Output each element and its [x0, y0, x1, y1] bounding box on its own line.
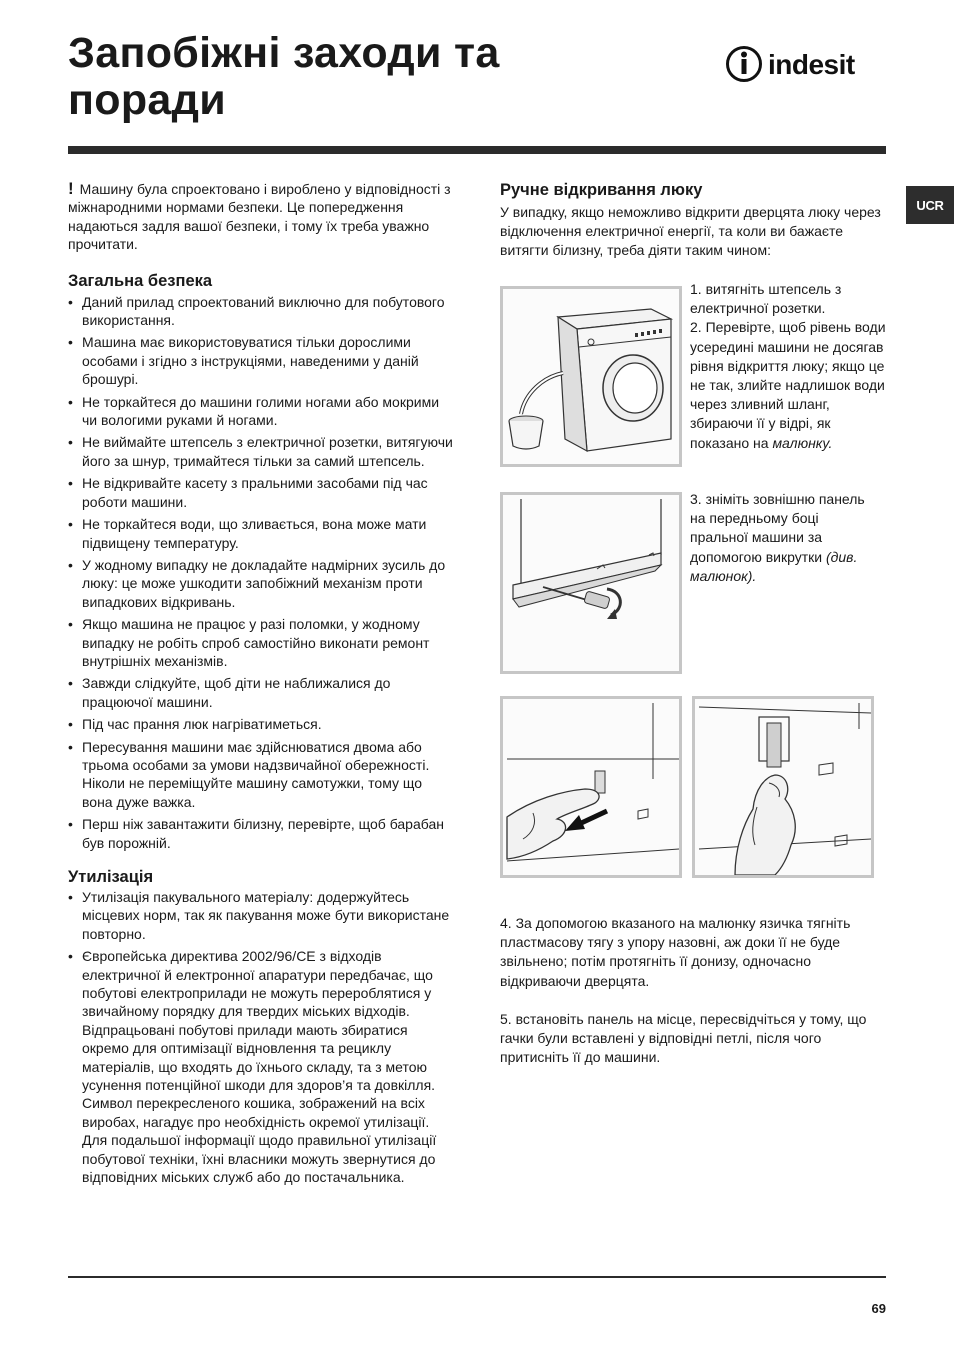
left-column: [68, 180, 454, 1191]
list-item: • Не торкайтеся до машини голими ногами або мокрими чи вологими руками й ногами.: [68, 393, 454, 430]
right-column: [500, 180, 886, 261]
list-item: • Не торкайтеся води, що зливається, вона може мати підвищену температуру.: [68, 515, 454, 552]
disposal-list: [68, 888, 454, 1187]
safety-intro-text: Машину була спроектовано і вироблено у відповідності з міжнародними нормами безпеки. Це попередження надаються задля вашої безпеки, і тому їх треба уважно прочитати.: [68, 181, 451, 253]
list-item: • Машина має використовуватися тільки дорослими особами і згідно з інструкціями, наведеними у даній брошурі.: [68, 333, 454, 388]
directive-text: Європейська директива 2002/96/CE з відходів електричної й електронної апаратури передбачає, що побутові електроприлади не можуть перероблятися у звичайному порядку для твердих міських відходів. Відпрацьовані побутові прилади мають збиратися окремо для оптимізації відновлення та рециклу матеріалів, що входять до їхнього складу, та з метою усунення потенційної шкоди для здоров’я та довкілля. Символ перекресленого кошика, зображений на всіх виробах, нагадує про необхідність окремої утилізації.: [82, 948, 436, 1130]
disposal-heading: Утилізація: [68, 868, 154, 886]
figure-pull-tab: [500, 696, 682, 878]
warning-mark: !: [68, 179, 74, 198]
step-4-text: 4. За допомогою вказаного на малюнку язичка тягніть пластмасову тягу з упору назовні, аж доки її не буде звільнено; потім протягніть її донизу, одночасно відкриваючи дверцята.: [500, 915, 851, 989]
header-divider: [68, 146, 886, 154]
brand-wordmark: indesit: [768, 49, 855, 80]
step-3-caption: [690, 490, 880, 586]
page-number: 69: [871, 1301, 886, 1316]
step-3-text: 3. зніміть зовнішню панель на передньому боці пральної машини за допомогою викрутки: [690, 491, 865, 565]
footer-divider: [68, 1276, 886, 1278]
manual-opening-intro: У випадку, якщо неможливо відкрити дверцята люку через відключення електричної енергії, та коли ви бажаєте витягти білизну, треба діяти таким чином:: [500, 204, 881, 259]
step-3-figure-ref: (див. малюнок).: [690, 548, 858, 584]
tab-closeup-illustration: [695, 699, 871, 875]
safety-intro: [68, 180, 454, 254]
list-item: • Не відкривайте касету з пральними засобами під час роботи машини.: [68, 474, 454, 511]
step-1-text: 1. витягніть штепсель з електричної розетки.: [690, 281, 842, 317]
section-tab: UCR: [906, 186, 954, 224]
list-item: • Перш ніж завантажити білизну, перевірте, щоб барабан був порожній.: [68, 815, 454, 852]
step-2-text: 2. Перевірте, щоб рівень води усередині машини не досягав рівня відкриття люку; якщо це не так, злийте надлишок води через зливний шланг, збираючи її у відрі, як показано на: [690, 319, 886, 451]
disposal-info-text: Для подальшої інформації щодо правильної утилізації побутової техніки, їхні власники можуть звернутися до відповідних міських служб або до постачальника.: [82, 1132, 437, 1186]
screwdriver-panel-illustration: [503, 495, 679, 671]
list-item: • Завжди слідкуйте, щоб діти не наближалися до працюючої машини.: [68, 674, 454, 711]
step-1-caption: [690, 280, 886, 453]
general-safety-heading: Загальна безпека: [68, 271, 213, 290]
step-5-text: 5. встановіть панель на місце, пересвідчіться у тому, що гачки були вставлені у відповідні петлі, після чого притисніть її до машини.: [500, 1011, 867, 1066]
pull-tab-hand-illustration: [503, 699, 679, 875]
figure-drain-bucket: [500, 286, 682, 467]
title-line-1: Запобіжні заходи та: [68, 29, 500, 77]
washing-machine-drain-illustration: [503, 289, 679, 464]
list-item: • У жодному випадку не докладайте надмірних зусиль до люку: це може ушкодити запобіжний механізм проти випадкових відкривань.: [68, 556, 454, 611]
brand-emblem-icon: [724, 44, 764, 84]
brand-logo: [724, 44, 888, 84]
list-item: [68, 947, 454, 1186]
list-item: • Не виймайте штепсель з електричної розетки, витягуючи його за шнур, тримайтеся тільки за самий штепсель.: [68, 433, 454, 470]
general-safety-list: [68, 293, 454, 852]
page-title: [68, 30, 628, 124]
list-item: • Даний прилад спроектований виключно для побутового використання.: [68, 293, 454, 330]
list-item: • Під час прання люк нагріватиметься.: [68, 715, 454, 733]
step-2-figure-ref: малюнку.: [772, 434, 833, 451]
list-item: • Якщо машина не працює у разі поломки, у жодному випадку не робіть спроб самостійно виконати ремонт внутрішніх механізмів.: [68, 615, 454, 670]
list-item: • Пересування машини має здійснюватися двома або трьома особами за умови надзвичайної обережності. Ніколи не переміщуйте машину самотужки, тому що вона дуже важка.: [68, 738, 454, 812]
list-item: • Утилізація пакувального матеріалу: додержуйтесь місцевих норм, так як пакування може бути використане повторно.: [68, 888, 454, 943]
figure-panel-removal: [500, 492, 682, 674]
figure-tab-closeup: [692, 696, 874, 878]
title-line-2: поради: [68, 76, 226, 124]
manual-opening-heading: Ручне відкривання люку: [500, 181, 703, 199]
